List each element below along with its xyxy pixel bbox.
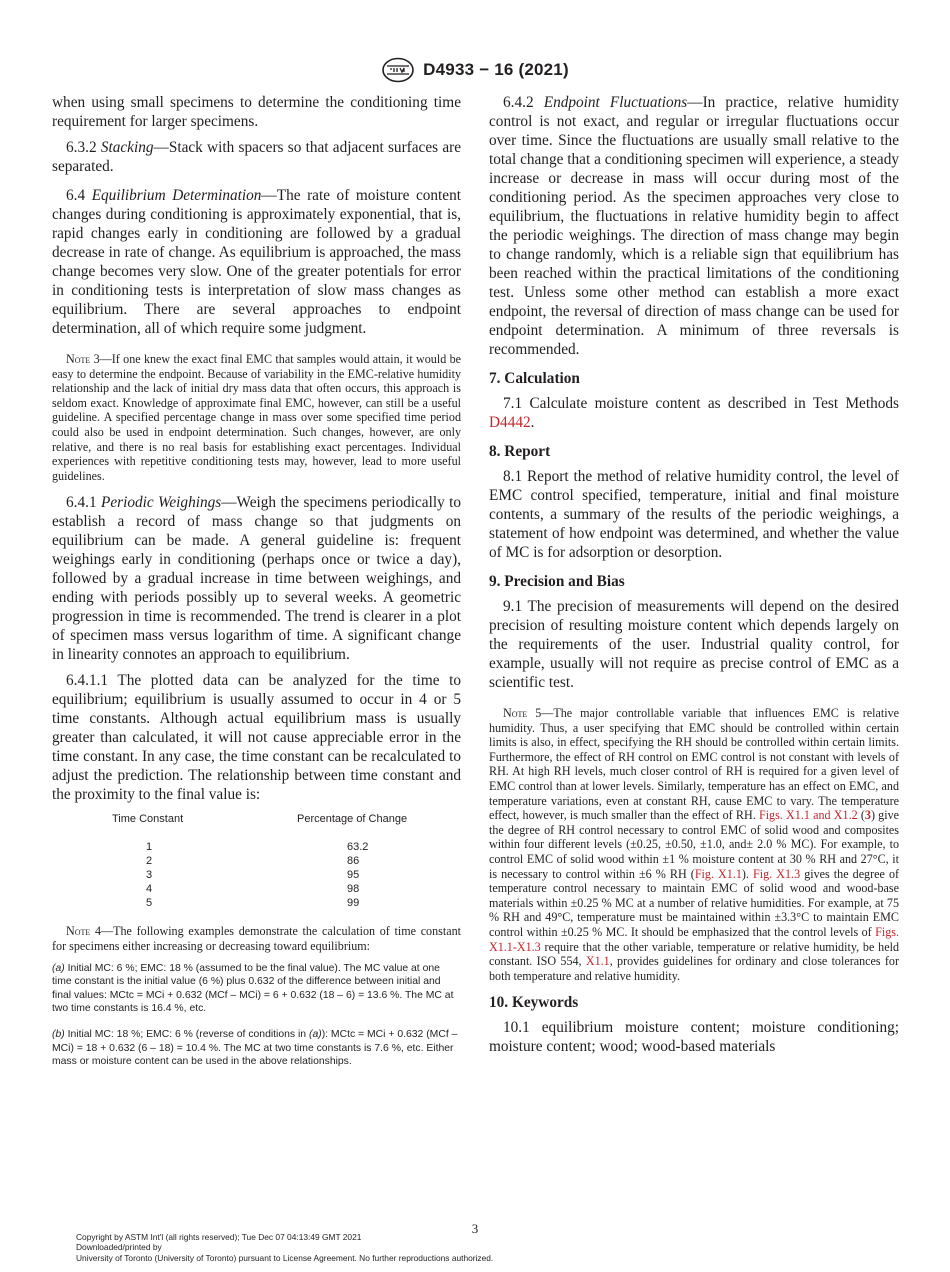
- astm-logo-icon: [381, 57, 415, 83]
- section-6-4-1-1: 6.4.1.1 The plotted data can be analyzed for the time to equilibrium; equilibrium is usually assumed to occur in 4 or 5 time constants. Although actual equilibrium mass is usually greater than calculated, it will not cause appreciable error in the time constant. In any case, the time constant can be recalculated to adjust the prediction. The relationship between time constant and the proximity to the final value is:: [52, 672, 461, 804]
- left-column: [52, 93, 461, 1069]
- link-figs-x1-1-x1-2[interactable]: Figs. X1.1 and X1.2: [758, 808, 858, 823]
- table-row: 1 63.2: [146, 841, 369, 854]
- section-6-3-2: 6.3.2 Stacking—Stack with spacers so that adjacent surfaces are separated.: [52, 139, 461, 175]
- right-column: [489, 93, 899, 1056]
- table-row: 3 95: [146, 869, 360, 882]
- heading-keywords: 10. Keywords: [489, 994, 579, 1012]
- time-constant-table: [52, 812, 461, 910]
- table-header: [52, 812, 461, 826]
- section-9-1: 9.1 The precision of measurements will depend on the desired precision of resulting moisture content which depends largely on the requirements of the user. Industrial quality control, for example, usually will not require as precise control of EMC as a scientific test.: [489, 598, 899, 691]
- copyright-footer: Copyright by ASTM Int'l (all rights reserved); Tue Dec 07 04:13:49 GMT 2021 Downloaded/printed by University of Toronto (University of Toronto) pursuant to License Agreement. No further reproductions authorized.: [76, 1232, 494, 1263]
- example-b: (b) Initial MC: 18 %; EMC: 6 % (reverse of conditions in (a)): MCtc = MCi + 0.632 (MCf – MCi) = 18 + 0.632 (6 – 18) = 10.4 %. The MC at two time constants is 7.6 %, etc. Either mass or moisture content can be used in the above relationships.: [52, 1028, 458, 1068]
- section-title: Periodic Weighings: [100, 494, 222, 512]
- section-title: Stacking: [100, 139, 154, 156]
- section-6-4: 6.4 Equilibrium Determination—The rate of moisture content changes during conditioning is approximately exponential, that is, rapid changes early in conditioning are followed by a gradual decrease in rate of change. As equilibrium is approached, the mass change becomes very slow. One of the greater potentials for error in conditioning tests is interpretation of slow mass changes as equilibrium. There are several approaches to endpoint determination, all of which require some judgment.: [52, 187, 461, 337]
- heading-precision-and-bias: 9. Precision and Bias: [489, 573, 625, 590]
- column-header-time-constant: Time Constant: [112, 813, 184, 826]
- note-label: Note 3: [66, 352, 100, 366]
- page-number: 3: [471, 1221, 479, 1236]
- heading-report: 8. Report: [489, 443, 551, 460]
- table-row: 4 98: [146, 883, 360, 896]
- link-fig-x1-1[interactable]: Fig. X1.1: [694, 866, 742, 881]
- table-row: 2 86: [146, 855, 360, 868]
- section-10-1: 10.1 equilibrium moisture content; moisture conditioning; moisture content; wood; wood-based materials: [489, 1019, 899, 1056]
- section-6-4-1: 6.4.1 Periodic Weighings—Weigh the specimens periodically to establish a record of mass change so that judgments on equilibrium can be made. A general guideline is: frequent weighings early in conditioning (perhaps once or twice a day), followed by a gradual increase in time between weighings, and ending with periods possibly up to several weeks. A geometric progression in time is recommended. The trend is clearer in a plot of specimen mass versus logarithm of time. A significant change in linearity connotes an approach to equilibrium.: [52, 494, 461, 664]
- paragraph-continuation: when using small specimens to determine the conditioning time requirement for larger specimens.: [52, 94, 461, 130]
- note-label: Note 5: [503, 706, 542, 720]
- column-header-percentage: Percentage of Change: [297, 813, 408, 826]
- link-figs-x1-1-x1-3[interactable]: Figs. X1.1-X1.3: [489, 924, 899, 954]
- link-fig-x1-3[interactable]: Fig. X1.3: [753, 866, 801, 881]
- section-title: Endpoint Fluctuations: [543, 94, 688, 111]
- document-id: D4933 − 16 (2021): [423, 60, 569, 79]
- section-title: Equilibrium Determination: [91, 187, 262, 204]
- note-3: Note 3—If one knew the exact final EMC that samples would attain, it would be easy to determine the endpoint. Because of variability in the EMC-relative humidity relationship and the lack of initial dry mass data that often occurs, this approach is seldom exact. Knowledge of approximate final EMC, however, can still be a useful guideline. A specified percentage change in mass over some specified time period could also be used in endpoint determination. Such changes, however, are only relative, and there is no real basis for establishing exact percentages. Individual experiences with repetitive conditioning tests may, however, lead to more useful guidelines.: [52, 352, 461, 483]
- link-x1-1[interactable]: X1.1: [585, 954, 610, 969]
- example-a: (a) Initial MC: 6 %; EMC: 18 % (assumed to be the final value). The MC value at one time constant is the initial value (6 %) plus 0.632 of the difference between initial and final values: MCtc = MCi + 0.632 (MCf – MCi) = 6 + 0.632 (18 – 6) = 13.6 %. The MC at two time constants is 16.4 %, etc.: [52, 962, 454, 1015]
- note-5: Note 5—The major controllable variable that influences EMC is relative humidity. Thus, a user specifying that EMC should be controlled within certain limits is also, in effect, specifying the RH should be controlled within certain limits. Furthermore, the effect of RH control on EMC control is not constant with levels of RH. At high RH levels, much closer control of RH is required for a given level of EMC control than at lower levels. Similarly, temperature has an effect on EMC, and temperature variations, even at constant RH, cause EMC to vary. The temperature effect, however, is much smaller than the effect of RH. Figs. X1.1 and X1.2 (3) give the degree of RH control necessary to control EMC of solid wood and composites within four different levels (±0.25, ±0.50, ±1.0, and± 2.0 % MC). For example, to control EMC of solid wood within ±1 % moisture content at 30 % RH and 27°C, it is necessary to control within ±6 % RH (Fig. X1.1). Fig. X1.3 gives the degree of temperature control necessary to maintain EMC of solid wood and wood-base materials within ±0.25 % MC at a number of relative humidities. For example, at 75 % RH and 49°C, temperature must be maintained within ±3.3°C to maintain EMC control within ±0.25 % MC. It should be emphasized that the control levels of Figs. X1.1-X1.3 require that the other variable, temperature or relative humidity, be held constant. ISO 554, X1.1, provides guidelines for ordinary and close tolerances for both temperature and relative humidity.: [489, 706, 900, 983]
- table-row: 5 99: [146, 897, 360, 910]
- link-d4442[interactable]: D4442: [489, 414, 531, 431]
- note-label: Note 4: [66, 924, 102, 939]
- section-7-1: 7.1 Calculate moisture content as described in Test Methods D4442.: [489, 395, 899, 431]
- link-reference-3[interactable]: 3: [864, 808, 871, 823]
- note-4: Note 4—The following examples demonstrate the calculation of time constant for specimens either increasing or decreasing toward equilibrium:: [52, 924, 461, 953]
- heading-calculation: 7. Calculation: [489, 370, 580, 387]
- section-6-4-2: 6.4.2 Endpoint Fluctuations—In practice, relative humidity control is not exact, and regular or irregular fluctuations occur over time. Since the fluctuations are usually small relative to the total change that a conditioning specimen will experience, a steady increase or decrease in mass will occur during most of the conditioning period. As the specimen approaches very close to equilibrium, the fluctuations in relative humidity begin to affect the periodic weighings. The direction of mass change may begin to change randomly, which is a reliable sign that equilibrium has been reached within the practical limitations of the conditioning test. Unless some other method can establish a more exact endpoint, the reversal of direction of mass change can be used for endpoint determination. A minimum of three reversals is recommended.: [489, 94, 899, 358]
- section-8-1: 8.1 Report the method of relative humidity control, the level of EMC control specified, temperature, initial and final moisture contents, a summary of the results of the periodic weighings, a statement of how endpoint was determined, and whether the value of MC is for adsorption or desorption.: [489, 468, 899, 561]
- page-header: [0, 56, 950, 84]
